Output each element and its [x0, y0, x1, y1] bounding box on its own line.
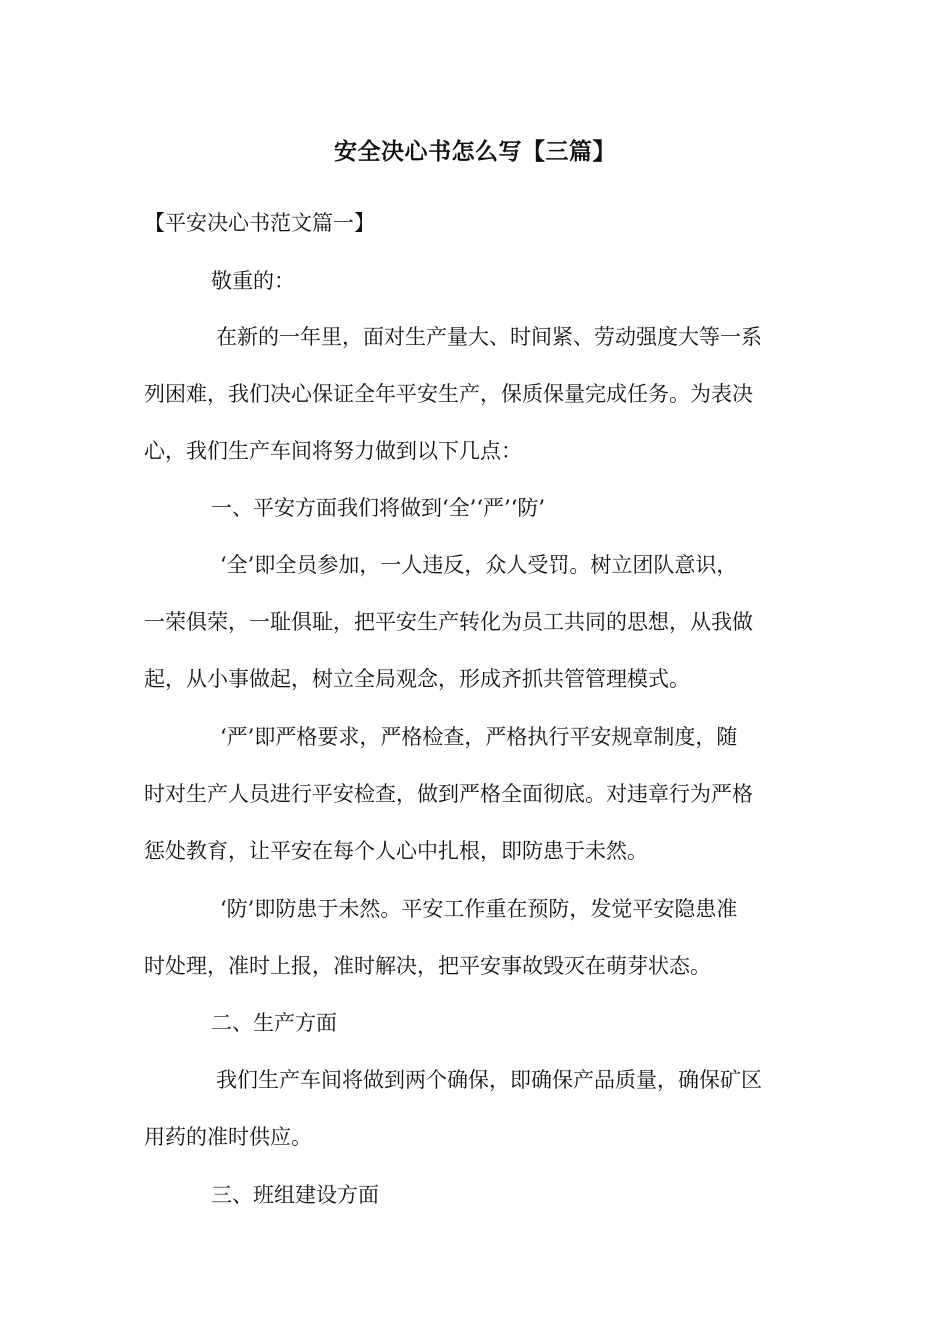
paragraph-line: 我们生产车间将做到两个确保，即确保产品质量，确保矿区 — [216, 1068, 762, 1092]
paragraph-line: 心，我们生产车间将努力做到以下几点： — [144, 439, 522, 463]
paragraph-line: 用药的准时供应。 — [144, 1125, 312, 1149]
section-heading: 【平安决心书范文篇一】 — [144, 211, 375, 235]
paragraph-line: 在新的一年里，面对生产量大、时间紧、劳动强度大等一系 — [216, 325, 762, 349]
list-heading: 一、平安方面我们将做到‘全’‘严’‘防’ — [211, 496, 546, 520]
paragraph-line: 列困难，我们决心保证全年平安生产，保质保量完成任务。为表决 — [144, 382, 753, 406]
document-title: 安全决心书怎么写【三篇】 — [334, 138, 616, 165]
paragraph-line: 惩处教育，让平安在每个人心中扎根，即防患于未然。 — [144, 839, 648, 863]
salutation: 敬重的： — [211, 269, 295, 293]
list-heading: 二、生产方面 — [211, 1011, 337, 1035]
paragraph-line: 一荣俱荣，一耻俱耻，把平安生产转化为员工共同的思想，从我做 — [144, 610, 753, 634]
paragraph-line: ‘防’即防患于未然。平安工作重在预防，发觉平安隐患准 — [220, 897, 738, 921]
paragraph-line: 起，从小事做起，树立全局观念，形成齐抓共管管理模式。 — [144, 667, 690, 691]
paragraph-line: 时对生产人员进行平安检查，做到严格全面彻底。对违章行为严格 — [144, 782, 753, 806]
list-heading: 三、班组建设方面 — [211, 1183, 379, 1207]
paragraph-line: 时处理，准时上报，准时解决，把平安事故毁灭在萌芽状态。 — [144, 954, 711, 978]
paragraph-line: ‘全’即全员参加，一人违反，众人受罚。树立团队意识， — [220, 553, 738, 577]
paragraph-line: ‘严’即严格要求，严格检查，严格执行平安规章制度，随 — [220, 725, 738, 749]
